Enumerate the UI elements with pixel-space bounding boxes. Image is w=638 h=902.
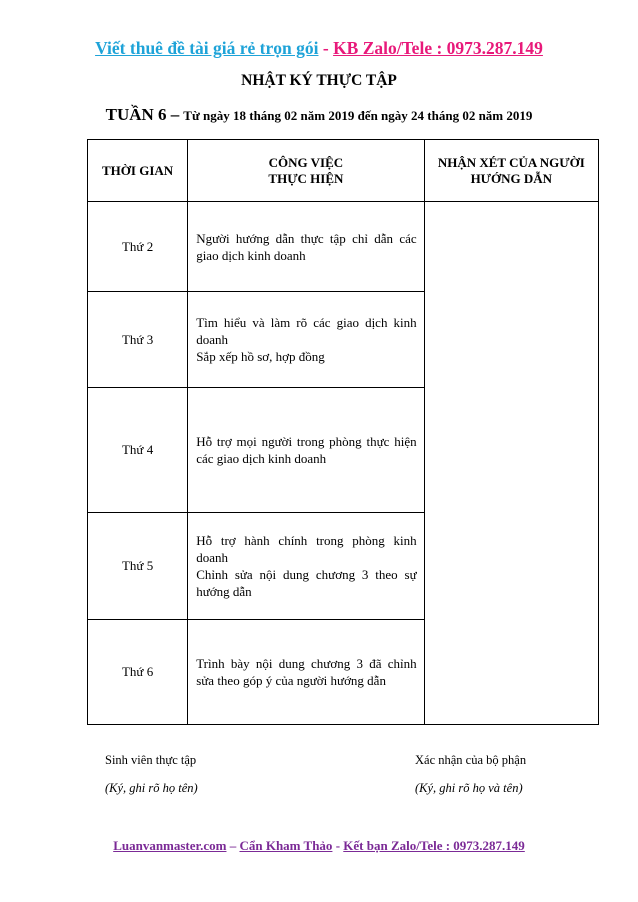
- task-line: Tìm hiểu và làm rõ các giao dịch kinh doanh: [196, 315, 417, 347]
- header-note-line2: HƯỚNG DẪN: [470, 170, 553, 186]
- header-work-line1: CÔNG VIỆC: [268, 154, 344, 170]
- day-cell: Thứ 2: [88, 202, 188, 292]
- task-line: Hỗ trợ mọi người trong phòng thực hiện các giao dịch kinh doanh: [196, 434, 417, 466]
- department-signature-hint: (Ký, ghi rõ họ và tên): [415, 781, 523, 795]
- task-cell: [188, 513, 424, 620]
- supervisor-comment-cell[interactable]: [424, 202, 598, 725]
- week-heading: [0, 105, 638, 125]
- day-cell: Thứ 5: [88, 513, 188, 620]
- task-line: Chỉnh sửa nội dung chương 3 theo sự hướng dẫn: [196, 567, 417, 599]
- header-note-line1: NHẬN XÉT CỦA NGƯỜI: [437, 154, 585, 170]
- internship-log-table: [87, 139, 599, 725]
- day-cell: Thứ 6: [88, 620, 188, 725]
- task-line: Sắp xếp hồ sơ, hợp đồng: [196, 349, 325, 364]
- task-line: Người hướng dẫn thực tập chỉ dẫn các giao dịch kinh doanh: [196, 230, 417, 263]
- document-title: NHẬT KÝ THỰC TẬP: [241, 72, 397, 89]
- task-line: Hỗ trợ hành chính trong phòng kinh doanh: [196, 533, 417, 565]
- banner-link[interactable]: Viết thuê đề tài giá rẻ trọn gói: [95, 38, 319, 58]
- footer-contact-link[interactable]: Kết bạn Zalo/Tele : 0973.287.149: [343, 838, 525, 853]
- task-cell: [188, 620, 424, 725]
- task-line: Trình bày nội dung chương 3 đã chỉnh sửa theo góp ý của người hướng dẫn: [196, 656, 417, 688]
- task-cell: [188, 202, 424, 292]
- table-header-row: [88, 140, 599, 202]
- day-cell: Thứ 4: [88, 388, 188, 513]
- header-banner: [0, 38, 638, 59]
- footer-name-link[interactable]: Cẩn Kham Thảo: [239, 838, 333, 853]
- header-time: THỜI GIAN: [88, 140, 188, 202]
- task-cell: [188, 292, 424, 388]
- footer-banner: [0, 838, 638, 854]
- header-work: [188, 140, 424, 202]
- footer-dash: –: [226, 838, 240, 853]
- student-signature-label: Sinh viên thực tập: [105, 753, 197, 767]
- task-cell: [188, 388, 424, 513]
- header-note: [424, 140, 598, 202]
- header-work-line2: THỰC HIỆN: [268, 170, 344, 186]
- footer-site-link[interactable]: Luanvanmaster.com: [113, 838, 227, 853]
- footer-separator: -: [332, 838, 344, 853]
- department-confirmation-label: Xác nhận của bộ phận: [415, 753, 527, 767]
- student-signature-hint: (Ký, ghi rõ họ tên): [105, 781, 198, 795]
- banner-contact-link[interactable]: KB Zalo/Tele : 0973.287.149: [333, 38, 543, 58]
- banner-separator: -: [318, 38, 334, 58]
- table-row: [88, 202, 599, 292]
- week-label: TUẦN 6 –: [105, 105, 180, 124]
- day-cell: Thứ 3: [88, 292, 188, 388]
- week-date-range: Từ ngày 18 tháng 02 năm 2019 đến ngày 24 tháng 02 năm 2019: [183, 108, 533, 123]
